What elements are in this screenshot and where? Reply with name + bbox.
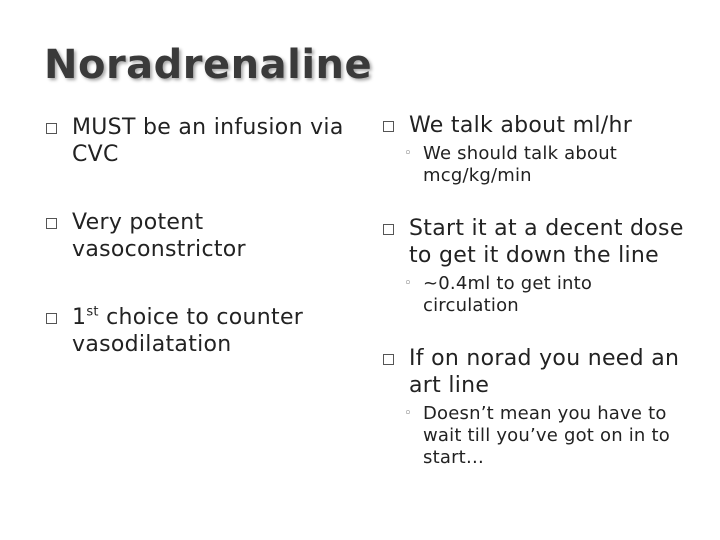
circle-bullet-icon: ◦	[404, 406, 412, 421]
sub-bullet-text: Doesn’t mean you have to wait till you’ve got on in to start…	[423, 403, 670, 468]
sub-bullet-item	[383, 403, 693, 469]
circle-bullet-icon: ◦	[404, 146, 412, 161]
bullet-item	[46, 304, 346, 358]
sub-bullet-item	[383, 143, 693, 187]
bullet-text-prefix: 1	[72, 305, 87, 330]
bullet-text: MUST be an infusion via CVC	[72, 115, 344, 167]
bullet-text: choice to counter vasodilatation	[72, 305, 304, 357]
square-bullet-icon	[46, 218, 57, 229]
square-bullet-icon	[383, 121, 394, 132]
circle-bullet-icon: ◦	[404, 276, 412, 291]
bullet-item	[383, 112, 693, 139]
square-bullet-icon	[46, 313, 57, 324]
sub-bullet-item	[383, 273, 693, 317]
slide-title: Noradrenaline	[44, 42, 373, 88]
sub-bullet-text: ~0.4ml to get into circulation	[423, 273, 593, 316]
bullet-text: If on norad you need an art line	[409, 346, 680, 398]
bullet-item	[383, 345, 693, 399]
bullet-text: We talk about ml/hr	[409, 113, 633, 138]
square-bullet-icon	[383, 354, 394, 365]
sub-bullet-text: We should talk about mcg/kg/min	[423, 143, 618, 186]
bullet-item	[46, 209, 346, 263]
square-bullet-icon	[383, 224, 394, 235]
ordinal-superscript: st	[86, 304, 99, 320]
square-bullet-icon	[46, 123, 57, 134]
bullet-text: Very potent vasoconstrictor	[72, 210, 246, 262]
right-column	[383, 112, 693, 469]
bullet-item	[383, 215, 693, 269]
bullet-item	[46, 114, 346, 168]
left-column	[46, 114, 346, 399]
bullet-text: Start it at a decent dose to get it down the line	[409, 216, 684, 268]
